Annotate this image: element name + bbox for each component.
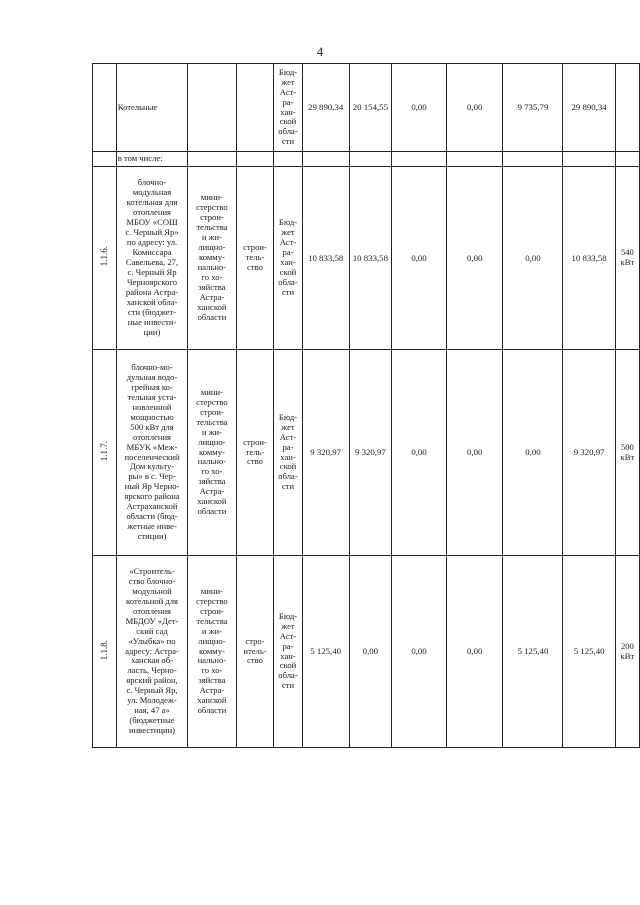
row-number: 1.1.6.	[99, 246, 110, 267]
row-number: 1.1.8.	[99, 639, 110, 661]
cell-power	[615, 64, 639, 152]
cell-num	[93, 167, 117, 350]
cell-work-type: строи- тель- ство	[236, 350, 274, 556]
cell-value: 5 125,40	[563, 556, 615, 748]
cell-value	[302, 152, 349, 167]
cell-power: 540 кВт	[615, 167, 639, 350]
cell-value: 0,00	[446, 350, 503, 556]
cell-value: 9 735,79	[503, 64, 563, 152]
cell-source: Бюд- жет Аст- ра- хан- ской обла- сти	[274, 556, 302, 748]
cell-value: 10 833,58	[302, 167, 349, 350]
table-row	[93, 556, 640, 748]
cell-value	[503, 152, 563, 167]
budget-table	[92, 63, 640, 748]
cell-name: блочно-мо- дульная водо- грейная ко- тельная уста- новленной мощностью 500 кВт для отопления МБУК «Меж- поселенческий Дом культу- ры» в с. Чер- ный Яр Черно- ярского района Астраханской области (бюд- жетные инве- стиции)	[116, 350, 187, 556]
cell-power: 200 кВт	[615, 556, 639, 748]
cell-value: 20 154,55	[349, 64, 392, 152]
page-number: 4	[316, 44, 324, 59]
cell-num	[93, 556, 117, 748]
cell-work-type	[236, 64, 274, 152]
cell-value: 0,00	[446, 64, 503, 152]
cell-value: 0,00	[503, 350, 563, 556]
cell-name: Котельные	[116, 64, 187, 152]
cell-value	[392, 152, 447, 167]
cell-value: 0,00	[503, 167, 563, 350]
cell-work-type: стро- итель- ство	[236, 556, 274, 748]
cell-power	[615, 152, 639, 167]
table-row-subheader	[93, 152, 640, 167]
cell-source	[274, 152, 302, 167]
cell-executor: мини- стерство строи- тельства и жи- лищно- комму- нально- го хо- зяйства Астра- ханской области	[188, 556, 236, 748]
cell-source: Бюд- жет Аст- ра- хан- ской обла- сти	[274, 64, 302, 152]
cell-value	[349, 152, 392, 167]
cell-source: Бюд- жет Аст- ра- хан- ской обла- сти	[274, 350, 302, 556]
cell-value: 10 833,58	[563, 167, 615, 350]
cell-source: Бюд- жет Аст- ра- хан- ской обла- сти	[274, 167, 302, 350]
cell-value: 0,00	[392, 350, 447, 556]
cell-value: 0,00	[392, 64, 447, 152]
cell-value: 9 320,97	[563, 350, 615, 556]
cell-value: 29 890,34	[302, 64, 349, 152]
cell-value: 10 833,58	[349, 167, 392, 350]
cell-value: 29 890,34	[563, 64, 615, 152]
cell-power: 500 кВт	[615, 350, 639, 556]
cell-num	[93, 64, 117, 152]
table-row-summary	[93, 64, 640, 152]
cell-value: 0,00	[392, 167, 447, 350]
cell-value	[446, 152, 503, 167]
cell-value: 0,00	[349, 556, 392, 748]
cell-num	[93, 350, 117, 556]
cell-value: 5 125,40	[503, 556, 563, 748]
cell-executor	[188, 152, 236, 167]
cell-subheader: в том числе:	[116, 152, 187, 167]
table-row	[93, 350, 640, 556]
cell-name: «Строитель- ство блочно- модульной котельной для отопления МБДОУ «Дет- ский сад «Улыбка» по адресу: Астра- ханская об- ласть, Черно- ярский район, с. Черный Яр, ул. Молодеж- ная, 47 а» (бюджетные инвестиции)	[116, 556, 187, 748]
table-row	[93, 167, 640, 350]
cell-value	[563, 152, 615, 167]
cell-value: 0,00	[392, 556, 447, 748]
cell-value: 9 320,97	[302, 350, 349, 556]
cell-executor: мини- стерство строи- тельства и жи- лищно- комму- нально- го хо- зяйства Астра- ханской области	[188, 350, 236, 556]
cell-value: 5 125,40	[302, 556, 349, 748]
cell-value: 0,00	[446, 556, 503, 748]
cell-work-type	[236, 152, 274, 167]
cell-name: блочно- модульная котельная для отопления МБОУ «СОШ с. Черный Яр» по адресу: ул. Комиссара Савельева, 27, с. Черный Яр Черноярского района Астра- ханской обла- сти (бюджет- ные инвести- ции)	[116, 167, 187, 350]
cell-executor	[188, 64, 236, 152]
cell-value: 9 320,97	[349, 350, 392, 556]
cell-work-type: строи- тель- ство	[236, 167, 274, 350]
cell-num	[93, 152, 117, 167]
cell-value: 0,00	[446, 167, 503, 350]
cell-executor: мини- стерство строи- тельства и жи- лищно- комму- нально- го хо- зяйства Астра- ханской области	[188, 167, 236, 350]
row-number: 1.1.7.	[99, 440, 110, 462]
